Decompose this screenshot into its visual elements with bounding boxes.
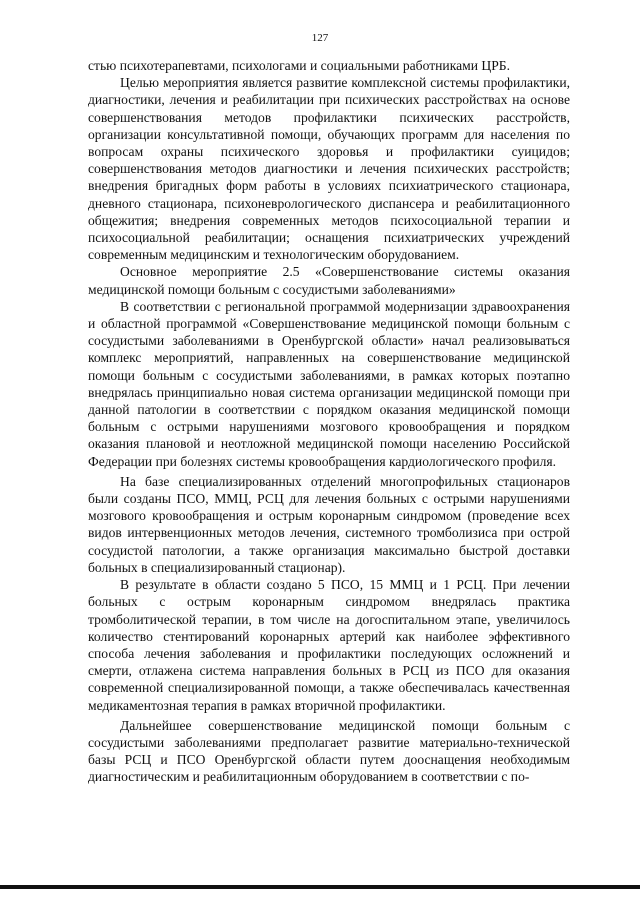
paragraph-measure-heading: Основное мероприятие 2.5 «Совершенствование системы оказания медицинской помощи больным с сосудистыми заболеваниями» [88, 264, 570, 297]
paragraph-results: В результате в области создано 5 ПСО, 15 ММЦ и 1 РСЦ. При лечении больных с острым коронарным синдромом внедрялась практика тромболитической терапии, в том числе на догоспитальном этапе, увеличилось количество стентирований коронарных артерий как наиболее эффективного способа лечения заболевания и профилактики последующих осложнений и смерти, отлажена система направления больных в РСЦ из ПСО для оказания современной специализированной помощи, а также обеспечивалась качественная медикаментозная терапия в рамках вторичной профилактики. [88, 577, 570, 713]
paragraph-regional-program: В соответствии с региональной программой модернизации здравоохранения и областной программой «Совершенствование медицинской помощи больным с сосудистыми заболеваниями в Оренбургской области» начал реализовываться комплекс мероприятий, направленных на совершенствование медицинской помощи больным с сосудистыми заболеваниями, в рамках которых поэтапно внедрялась принципиально новая система организации медицинской помощи при данной патологии в соответствии с порядком оказания медицинской помощи больным с острыми нарушениями мозгового кровообращения и порядком оказания плановой и неотложной медицинской помощи населению Российской Федерации при болезнях системы кровообращения кардиологического профиля. [88, 298, 570, 469]
paragraph-continuation: стью психотерапевтами, психологами и социальными работниками ЦРБ. [88, 58, 510, 73]
bottom-rule [0, 885, 640, 889]
page-number: 127 [311, 32, 329, 44]
paragraph-further-development: Дальнейшее совершенствование медицинской помощи больным с сосудистыми заболеваниями предполагает развитие материально-технической базы РСЦ и ПСО Оренбургской области путем дооснащения необходимым диагностическим и реабилитационным оборудованием в соответствии с по- [88, 717, 570, 785]
paragraph-purpose: Целью мероприятия является развитие комплексной системы профилактики, диагностики, лечения и реабилитации при психических расстройствах на основе совершенствования методов профилактики психических расстройств, организации консультативной помощи, обучающих программ для населения по вопросам охраны психического здоровья и профилактики суицидов; совершенствования методов диагностики и лечения психических расстройств; внедрения бригадных форм работы в условиях психиатрического стационара, дневного стационара, психоневрологического диспансера и реабилитационного общежития; внедрения современных методов психосоциальной терапии и психосоциальной реабилитации; оснащения психиатрических учреждений современным медицинским и технологическим оборудованием. [88, 75, 570, 263]
document-body [88, 57, 570, 786]
paragraph-specialized-departments: На базе специализированных отделений многопрофильных стационаров были созданы ПСО, ММЦ, РСЦ для лечения больных с острыми нарушениями мозгового кровообращения и острым коронарным синдромом (проведение всех видов интервенционных методов лечения, системного тромболизиса при острой сосудистой патологии, а также организация максимально быстрой доставки больных в специализированный стационар). [88, 473, 570, 575]
